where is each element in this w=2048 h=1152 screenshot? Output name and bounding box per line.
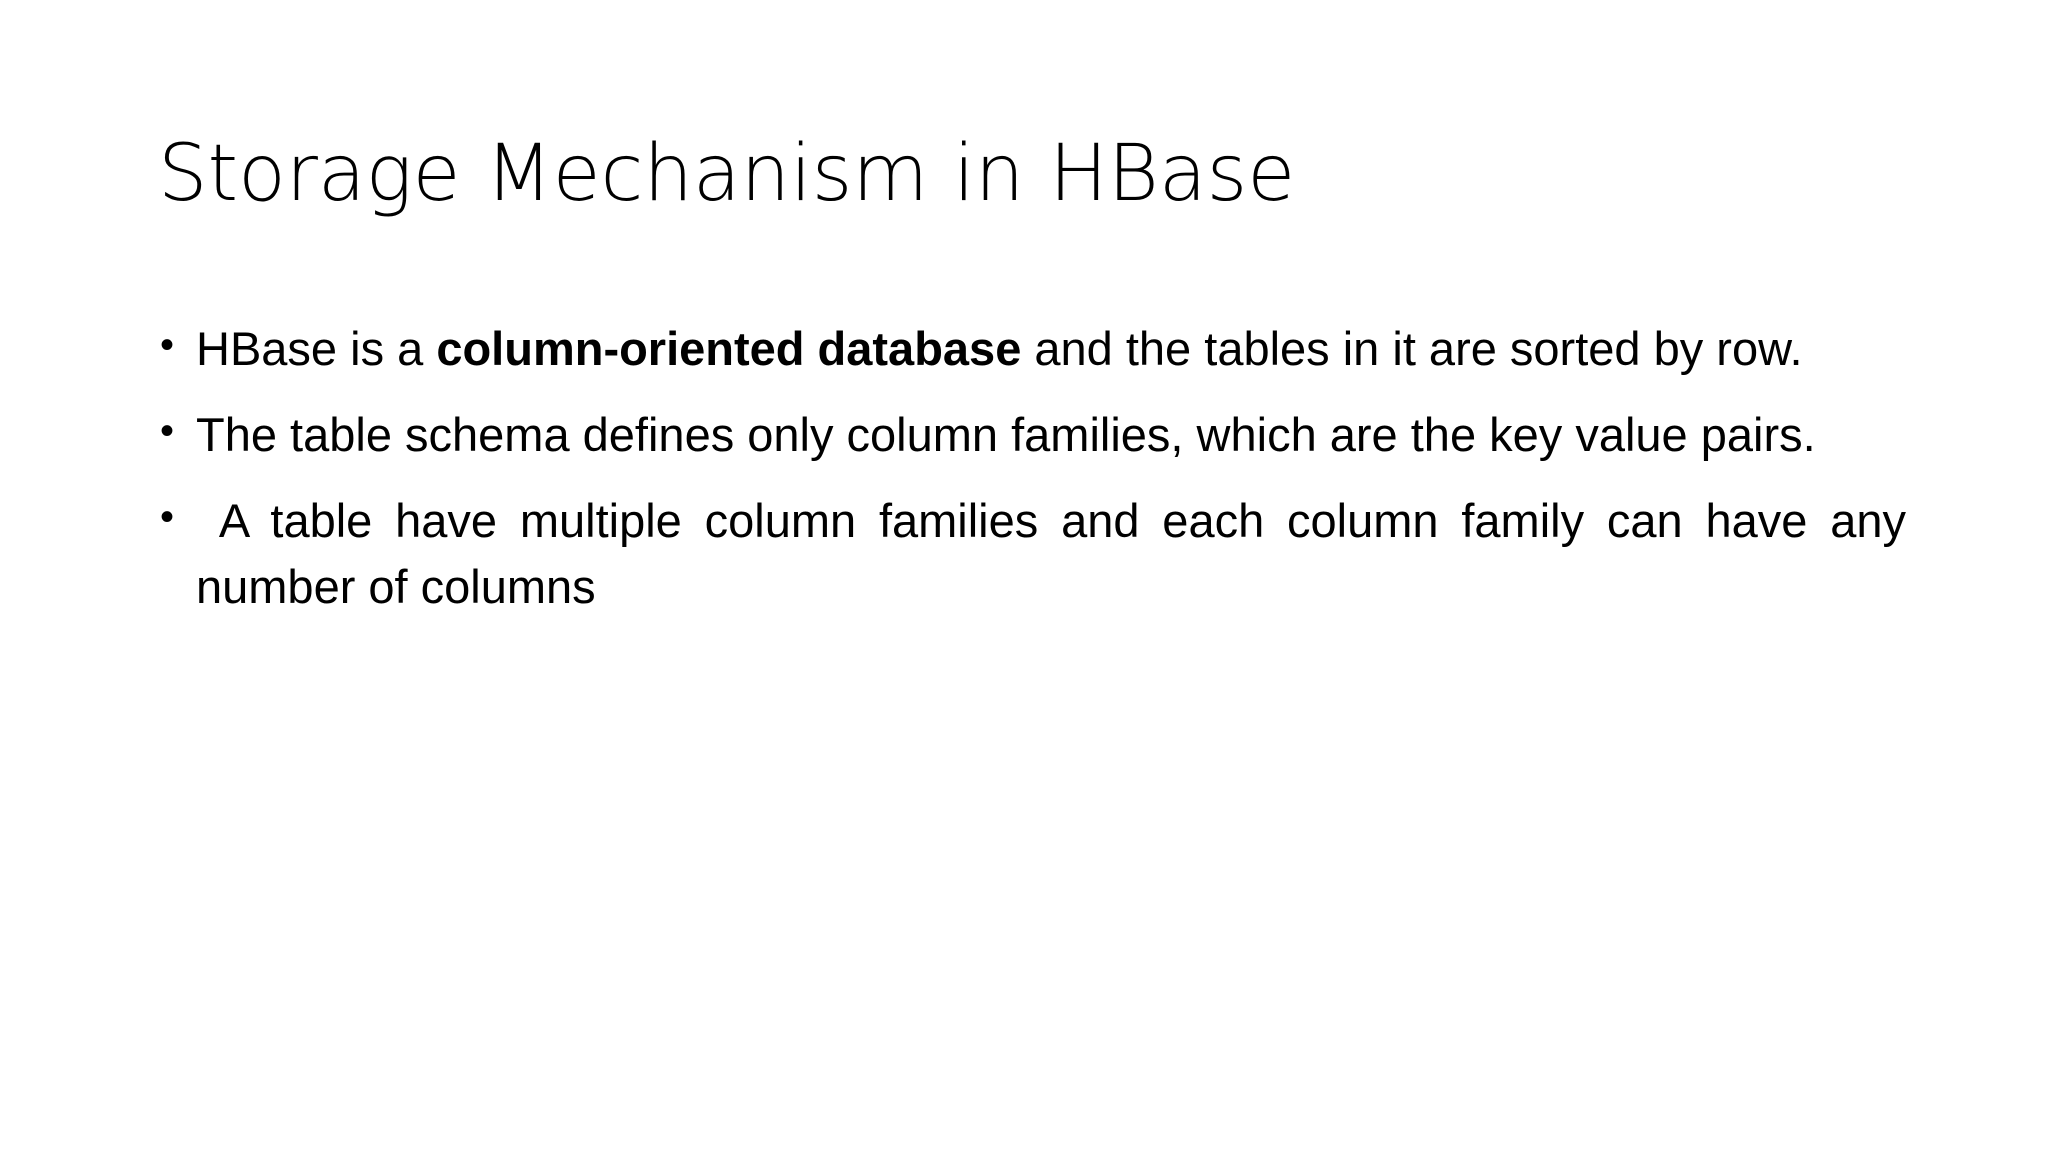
bullet-text-normal: and the tables in it are sorted by row. (1021, 322, 1803, 375)
bullet-text (196, 322, 1803, 375)
bullet-text-normal: A table have multiple column families and each column family can have any number of columns (196, 494, 1920, 613)
bullet-item (158, 488, 1920, 620)
bullet-item (158, 402, 1906, 468)
bullet-list (158, 316, 1920, 640)
slide-title: Storage Mechanism in HBase (158, 129, 1296, 219)
bullet-icon: • (160, 323, 175, 367)
bullet-text (196, 494, 1919, 613)
bullet-text (196, 408, 1816, 461)
bullet-icon: • (160, 495, 175, 539)
bullet-icon: • (160, 409, 175, 453)
bullet-text-normal: HBase is a (196, 322, 437, 375)
bullet-item (158, 316, 1906, 382)
bullet-text-bold: column-oriented database (436, 322, 1022, 375)
bullet-text-normal: The table schema defines only column families, which are the key value pairs. (196, 408, 1816, 461)
